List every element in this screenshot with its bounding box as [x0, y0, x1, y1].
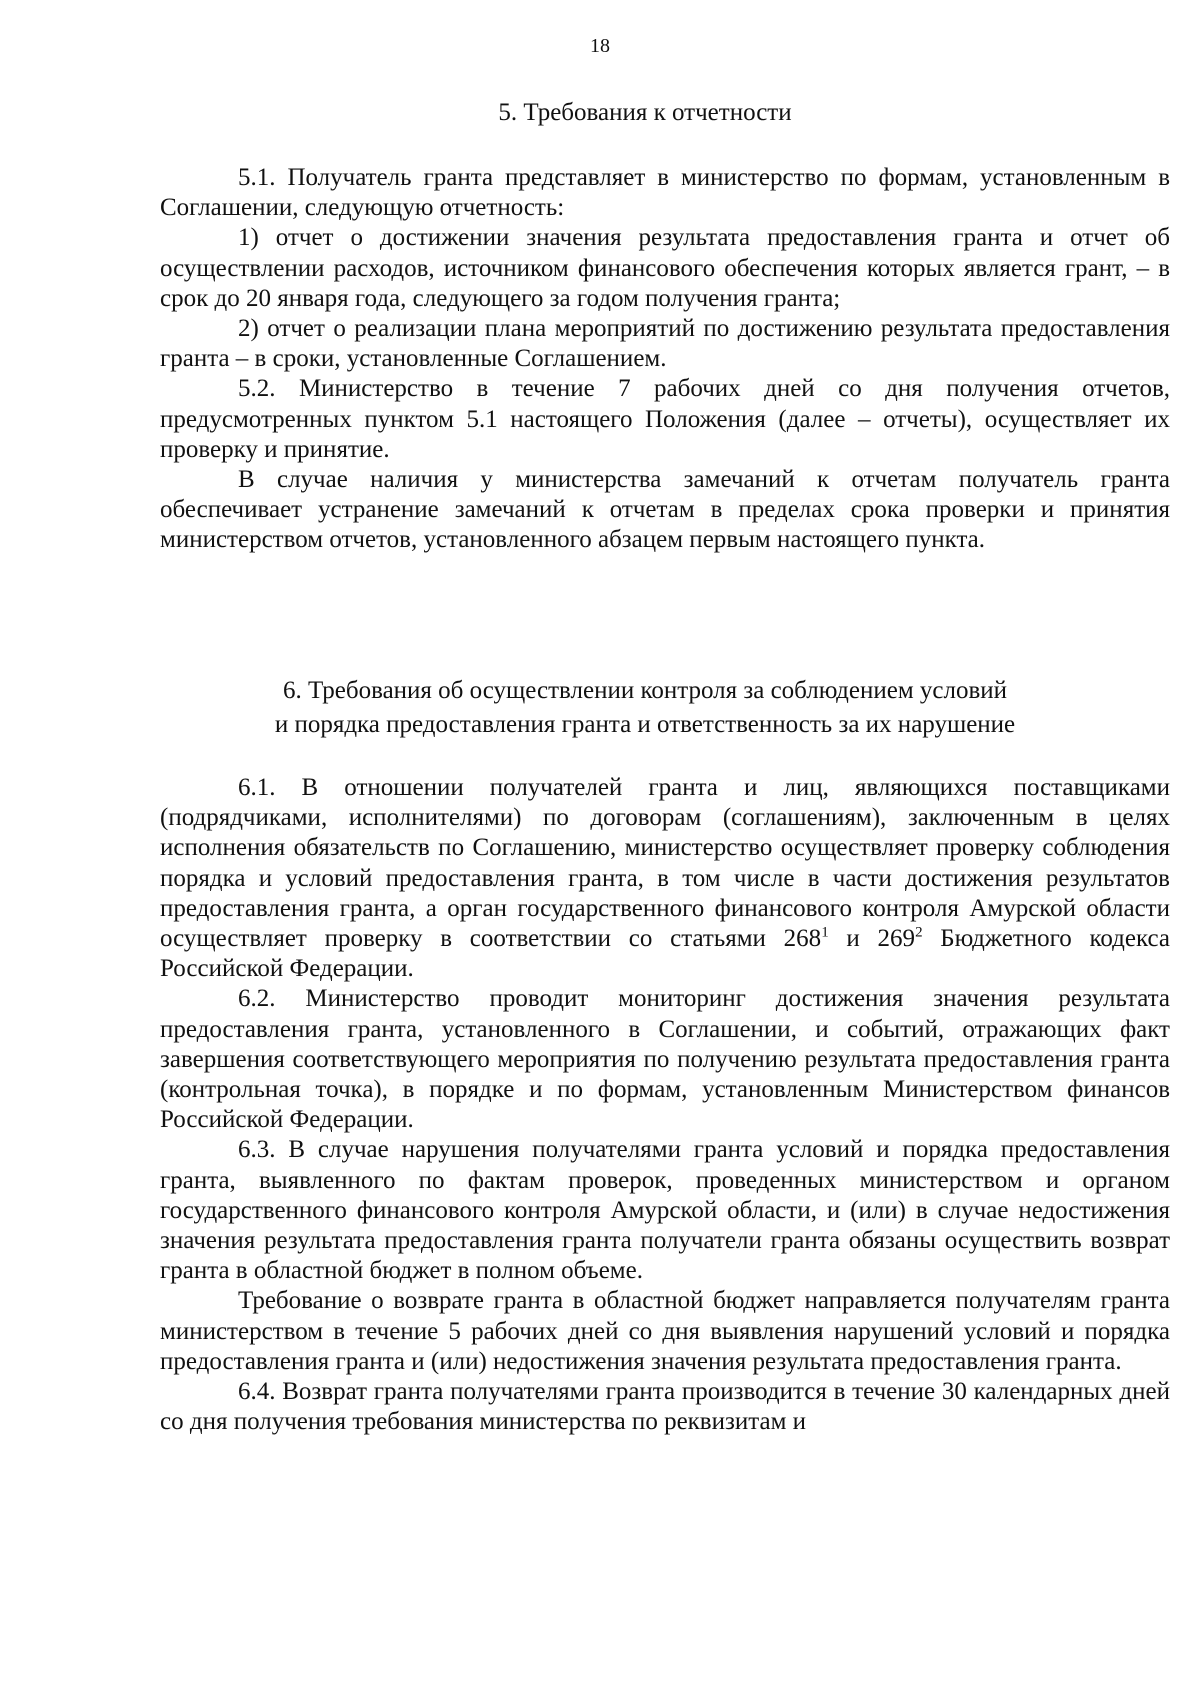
paragraph-6-1-text-end: Бюджетного кодекса Российской Федерации.: [160, 925, 1170, 983]
section-5-body: [160, 163, 1170, 556]
section-6-heading-line-1: 6. Требования об осуществлении контроля за соблюдением условий: [282, 677, 1008, 704]
section-6-body: [160, 773, 1170, 1437]
paragraph-6-1-text-mid: и 269: [828, 925, 916, 953]
paragraph-5-1-item-1: 1) отчет о достижении значения результата предоставления гранта и отчет об осуществлении расходов, источником финансового обеспечения которых является грант, – в срок до 20 января года, следующего за годом получения гранта;: [160, 224, 1170, 312]
paragraph-5-2: 5.2. Министерство в течение 7 рабочих дней со дня получения отчетов, предусмотренных пунктом 5.1 настоящего Положения (далее – отчеты), осуществляет их проверку и принятие.: [160, 375, 1170, 463]
article-269-superscript: 2: [915, 924, 923, 941]
section-6-heading-line-2: и порядка предоставления гранта и ответственность за их нарушение: [274, 711, 1016, 738]
paragraph-5-1: 5.1. Получатель гранта представляет в министерство по формам, установленным в Соглашении, следующую отчетность:: [160, 164, 1170, 222]
paragraph-5-1-item-2: 2) отчет о реализации плана мероприятий по достижению результата предоставления гранта – в сроки, установленные Соглашением.: [160, 315, 1170, 373]
paragraph-6-3: 6.3. В случае нарушения получателями гранта условий и порядка предоставления гранта, выявленного по фактам проверок, проведенных министерством и органом государственного финансового контроля Амурской области, и (или) в случае недостижения значения результата предоставления гранта получатели гранта обязаны осуществить возврат гранта в областной бюджет в полном объеме.: [160, 1136, 1170, 1285]
page-number: 18: [590, 35, 610, 57]
paragraph-6-4: 6.4. Возврат гранта получателями гранта производится в течение 30 календарных дней со дня получения требования министерства по реквизитам и: [160, 1378, 1170, 1436]
paragraph-6-1-text: 6.1. В отношении получателей гранта и лиц, являющихся поставщиками (подрядчиками, исполнителями) по договорам (соглашениям), заключенным в целях исполнения обязательств по Соглашению, министерство осуществляет проверку соблюдения порядка и условий предоставления гранта, в том числе в части достижения результатов предоставления гранта, а орган государственного финансового контроля Амурской области осуществляет проверку в соответствии со статьями 268: [160, 774, 1170, 953]
paragraph-6-2: 6.2. Министерство проводит мониторинг достижения значения результата предоставления гранта, установленного в Соглашении, и событий, отражающих факт завершения соответствующего мероприятия по получению результата предоставления гранта (контрольная точка), в порядке и по формам, установленным Министерством финансов Российской Федерации.: [160, 985, 1170, 1134]
section-5-heading: 5. Требования к отчетности: [498, 99, 792, 126]
paragraph-6-3-continued: Требование о возврате гранта в областной бюджет направляется получателям гранта министерством в течение 5 рабочих дней со дня выявления нарушений условий и порядка предоставления гранта и (или) недостижения значения результата предоставления гранта.: [160, 1287, 1170, 1375]
paragraph-6-1: [160, 773, 1170, 984]
paragraph-5-2-continued: В случае наличия у министерства замечаний к отчетам получатель гранта обеспечивает устранение замечаний к отчетам в пределах срока проверки и принятия министерством отчетов, установленного абзацем первым настоящего пункта.: [160, 466, 1170, 554]
section-6-heading: [160, 674, 1130, 742]
article-268-superscript: 1: [821, 924, 829, 941]
